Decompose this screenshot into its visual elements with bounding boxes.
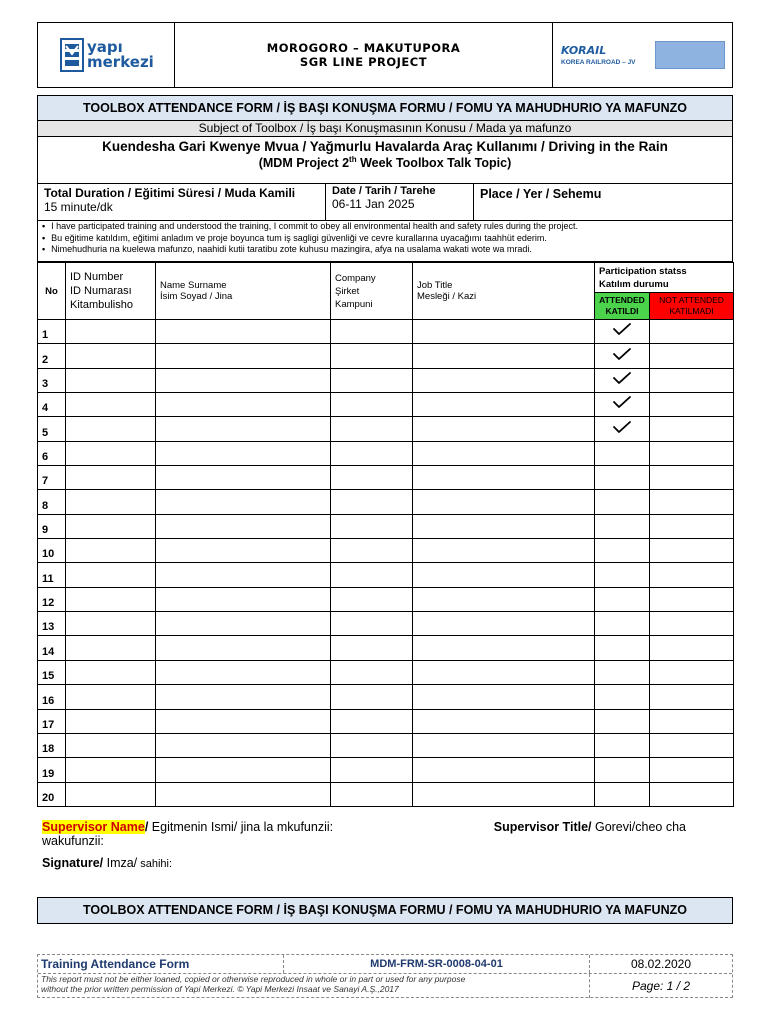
cell-job[interactable] (413, 636, 595, 660)
cell-company[interactable] (331, 563, 413, 587)
cell-name[interactable] (156, 782, 331, 806)
cell-attended[interactable] (595, 393, 650, 417)
column-header-id: ID Number ID Numarası Kitambulisho (66, 263, 156, 320)
cell-name[interactable] (156, 539, 331, 563)
cell-company[interactable] (331, 685, 413, 709)
table-row (38, 758, 734, 782)
table-row (38, 636, 734, 660)
cell-company[interactable] (331, 490, 413, 514)
cell-name[interactable] (156, 417, 331, 441)
cell-id[interactable] (66, 368, 156, 392)
cell-attended[interactable] (595, 539, 650, 563)
cell-job[interactable] (413, 660, 595, 684)
declaration-en: • I have participated training and understood the training, I commit to obey all environmental health and safety rules during the project. (42, 221, 728, 233)
cell-no: 16 (38, 685, 66, 709)
cell-no: 4 (38, 393, 66, 417)
cell-id[interactable] (66, 782, 156, 806)
cell-name[interactable] (156, 733, 331, 757)
table-row (38, 539, 734, 563)
column-header-attended: ATTENDED KATILDI (595, 293, 650, 320)
cell-no: 7 (38, 466, 66, 490)
column-header-job: Job Title Mesleği / Kazi (413, 263, 595, 320)
cell-job[interactable] (413, 368, 595, 392)
cell-attended[interactable] (595, 587, 650, 611)
supervisor-title-field[interactable]: Supervisor Title/ Gorevi/cheo cha (493, 820, 686, 834)
table-row (38, 563, 734, 587)
subject-label: Subject of Toolbox / İş başı Konuşmasının Konusu / Mada ya mafunzo (37, 121, 733, 137)
table-row (38, 660, 734, 684)
cell-job[interactable] (413, 490, 595, 514)
cell-no: 11 (38, 563, 66, 587)
cell-company[interactable] (331, 393, 413, 417)
supervisor-section (42, 820, 722, 848)
cell-job[interactable] (413, 612, 595, 636)
form-title: TOOLBOX ATTENDANCE FORM / İŞ BAŞI KONUŞMA FORMU / FOMU YA MAHUDHURIO YA MAFUNZO (37, 95, 733, 121)
cell-not-attended[interactable] (650, 539, 734, 563)
cell-name[interactable] (156, 393, 331, 417)
cell-attended[interactable] (595, 417, 650, 441)
cell-company[interactable] (331, 441, 413, 465)
korail-logo (552, 23, 732, 87)
cell-company[interactable] (331, 660, 413, 684)
cell-name[interactable] (156, 685, 331, 709)
cell-attended[interactable] (595, 563, 650, 587)
cell-id[interactable] (66, 636, 156, 660)
cell-company[interactable] (331, 466, 413, 490)
cell-not-attended[interactable] (650, 636, 734, 660)
cell-not-attended[interactable] (650, 709, 734, 733)
project-title-line2: SGR LINE PROJECT (299, 55, 428, 69)
cell-id[interactable] (66, 587, 156, 611)
column-header-participation: Participation statss Katılım durumu (595, 263, 734, 293)
cell-no: 3 (38, 368, 66, 392)
cell-attended[interactable] (595, 612, 650, 636)
cell-no: 17 (38, 709, 66, 733)
cell-id[interactable] (66, 733, 156, 757)
info-row (37, 184, 733, 221)
column-header-no: No (38, 263, 66, 320)
table-row (38, 733, 734, 757)
cell-company[interactable] (331, 709, 413, 733)
cell-no: 12 (38, 587, 66, 611)
cell-name[interactable] (156, 636, 331, 660)
cell-attended[interactable] (595, 636, 650, 660)
table-row (38, 368, 734, 392)
cell-no: 14 (38, 636, 66, 660)
checkmark-icon (612, 371, 632, 385)
table-row (38, 393, 734, 417)
cell-job[interactable] (413, 539, 595, 563)
cell-name[interactable] (156, 368, 331, 392)
cell-id[interactable] (66, 344, 156, 368)
table-row (38, 514, 734, 538)
cell-company[interactable] (331, 587, 413, 611)
topic-subtitle: (MDM Project 2th Week Toolbox Talk Topic) (258, 155, 512, 171)
cell-name[interactable] (156, 587, 331, 611)
document-header (37, 22, 733, 88)
cell-company[interactable] (331, 539, 413, 563)
cell-job[interactable] (413, 320, 595, 344)
cell-attended[interactable] (595, 368, 650, 392)
checkmark-icon (612, 420, 632, 434)
cell-attended[interactable] (595, 490, 650, 514)
cell-name[interactable] (156, 344, 331, 368)
cell-job[interactable] (413, 393, 595, 417)
cell-not-attended[interactable] (650, 368, 734, 392)
attendance-table (37, 262, 734, 807)
table-row (38, 344, 734, 368)
duration-label: Total Duration / Eğitimi Süresi / Muda Kamili (44, 186, 296, 200)
cell-not-attended[interactable] (650, 685, 734, 709)
checkmark-icon (612, 395, 632, 409)
cell-attended[interactable] (595, 441, 650, 465)
cell-company[interactable] (331, 636, 413, 660)
cell-no: 8 (38, 490, 66, 514)
cell-id[interactable] (66, 685, 156, 709)
cell-id[interactable] (66, 393, 156, 417)
cell-company[interactable] (331, 758, 413, 782)
cell-company[interactable] (331, 344, 413, 368)
footer-page: Page: 1 / 2 (631, 979, 691, 993)
cell-no: 6 (38, 441, 66, 465)
cell-job[interactable] (413, 466, 595, 490)
cell-name[interactable] (156, 758, 331, 782)
cell-not-attended[interactable] (650, 490, 734, 514)
table-row (38, 466, 734, 490)
table-row (38, 782, 734, 806)
cell-company[interactable] (331, 320, 413, 344)
duration-value: 15 minute/dk (44, 200, 113, 214)
logo-text-yapi: yapı (87, 38, 123, 56)
cell-no: 13 (38, 612, 66, 636)
declaration-sw: • Nimehudhuria na kuelewa mafunzo, naahidi kutii taratibu zote kuhusu mazingira, afya na usalama wakati wote wa mradi. (42, 244, 728, 256)
cell-not-attended[interactable] (650, 563, 734, 587)
column-header-company: Company Şirket Kampuni (331, 263, 413, 320)
cell-not-attended[interactable] (650, 514, 734, 538)
cell-no: 5 (38, 417, 66, 441)
footer-disclaimer: This report must not be either loaned, copied or otherwise reproduced in whole or in part or used for any purpose without the prior written permission of Yapi Merkezi. © Yapi Merkezi Insaat ve Sanayi A.Ş.,2017 (38, 974, 590, 998)
cell-attended[interactable] (595, 514, 650, 538)
column-header-not-attended: NOT ATTENDED KATILMADI (650, 293, 734, 320)
cell-id[interactable] (66, 441, 156, 465)
cell-name[interactable] (156, 441, 331, 465)
footer-doc-code: MDM-FRM-SR-0008-04-01 (284, 955, 590, 973)
cell-job[interactable] (413, 441, 595, 465)
korail-brand: KORAIL (561, 44, 607, 57)
cell-job[interactable] (413, 733, 595, 757)
table-row (38, 685, 734, 709)
cell-id[interactable] (66, 320, 156, 344)
cell-attended[interactable] (595, 685, 650, 709)
form-title-footer: TOOLBOX ATTENDANCE FORM / İŞ BAŞI KONUŞMA FORMU / FOMU YA MAHUDHURIO YA MAFUNZO (37, 897, 733, 924)
cell-attended[interactable] (595, 320, 650, 344)
cell-attended[interactable] (595, 733, 650, 757)
cell-job[interactable] (413, 344, 595, 368)
place-label: Place / Yer / Sehemu (480, 187, 602, 201)
cell-id[interactable] (66, 709, 156, 733)
table-row (38, 490, 734, 514)
cell-job[interactable] (413, 782, 595, 806)
date-value: 06-11 Jan 2025 (332, 197, 415, 211)
signature-field[interactable]: Signature/ Imza/ sahihi: (42, 856, 173, 870)
cell-id[interactable] (66, 466, 156, 490)
checkmark-icon (612, 347, 632, 361)
topic-title: Kuendesha Gari Kwenye Mvua / Yağmurlu Havalarda Araç Kullanımı / Driving in the Rain (102, 139, 668, 154)
cell-not-attended[interactable] (650, 733, 734, 757)
yapi-merkezi-logo (38, 23, 175, 87)
cell-company[interactable] (331, 417, 413, 441)
declaration-list (37, 221, 733, 262)
logo-text-merkezi: merkezi (87, 53, 154, 71)
cell-no: 20 (38, 782, 66, 806)
cell-attended[interactable] (595, 758, 650, 782)
cell-company[interactable] (331, 782, 413, 806)
table-row (38, 417, 734, 441)
cell-id[interactable] (66, 563, 156, 587)
cell-name[interactable] (156, 709, 331, 733)
table-row (38, 612, 734, 636)
cell-id[interactable] (66, 417, 156, 441)
cell-name[interactable] (156, 514, 331, 538)
cell-not-attended[interactable] (650, 417, 734, 441)
cell-no: 2 (38, 344, 66, 368)
cell-attended[interactable] (595, 660, 650, 684)
cell-attended[interactable] (595, 344, 650, 368)
cell-name[interactable] (156, 563, 331, 587)
cell-no: 18 (38, 733, 66, 757)
cell-not-attended[interactable] (650, 320, 734, 344)
cell-id[interactable] (66, 514, 156, 538)
cell-company[interactable] (331, 514, 413, 538)
cell-id[interactable] (66, 758, 156, 782)
cell-name[interactable] (156, 490, 331, 514)
supervisor-title-continued: wakufunzii: (42, 834, 104, 848)
declaration-tr: • Bu eğitime katıldım, eğitimi anladım ve proje boyunca tum iş sagligi güvenliği ve cevre kurallarına uyacağımı taahhüt ederim. (42, 233, 728, 245)
cell-name[interactable] (156, 612, 331, 636)
cell-company[interactable] (331, 612, 413, 636)
partner-logo-placeholder (655, 41, 725, 69)
cell-not-attended[interactable] (650, 758, 734, 782)
cell-id[interactable] (66, 539, 156, 563)
cell-id[interactable] (66, 612, 156, 636)
cell-job[interactable] (413, 514, 595, 538)
cell-not-attended[interactable] (650, 782, 734, 806)
cell-job[interactable] (413, 709, 595, 733)
cell-company[interactable] (331, 368, 413, 392)
footer-form-name: Training Attendance Form (38, 955, 284, 973)
topic-box (37, 137, 733, 184)
table-row (38, 709, 734, 733)
cell-id[interactable] (66, 660, 156, 684)
cell-no: 10 (38, 539, 66, 563)
cell-not-attended[interactable] (650, 466, 734, 490)
supervisor-name-field[interactable]: Supervisor Name/ Egitmenin Ismi/ jina la mkufunzii: (42, 820, 334, 834)
cell-no: 1 (38, 320, 66, 344)
cell-name[interactable] (156, 660, 331, 684)
cell-no: 9 (38, 514, 66, 538)
footer-date: 08.02.2020 (630, 957, 692, 971)
cell-not-attended[interactable] (650, 660, 734, 684)
cell-name[interactable] (156, 466, 331, 490)
cell-no: 19 (38, 758, 66, 782)
yapi-merkezi-logo-icon (60, 38, 84, 72)
cell-attended[interactable] (595, 709, 650, 733)
cell-not-attended[interactable] (650, 587, 734, 611)
cell-attended[interactable] (595, 782, 650, 806)
cell-not-attended[interactable] (650, 393, 734, 417)
cell-job[interactable] (413, 587, 595, 611)
cell-no: 15 (38, 660, 66, 684)
cell-attended[interactable] (595, 466, 650, 490)
supervisor-name-label: Supervisor Name (42, 820, 145, 834)
checkmark-icon (612, 322, 632, 336)
date-label: Date / Tarih / Tarehe (332, 185, 436, 197)
column-header-name: Name Surname İsim Soyad / Jina (156, 263, 331, 320)
cell-job[interactable] (413, 563, 595, 587)
cell-not-attended[interactable] (650, 612, 734, 636)
cell-name[interactable] (156, 320, 331, 344)
project-title-line1: MOROGORO – MAKUTUPORA (266, 41, 461, 55)
table-row (38, 587, 734, 611)
cell-job[interactable] (413, 685, 595, 709)
table-row (38, 441, 734, 465)
cell-company[interactable] (331, 733, 413, 757)
document-footer (37, 954, 733, 998)
cell-job[interactable] (413, 758, 595, 782)
cell-id[interactable] (66, 490, 156, 514)
cell-not-attended[interactable] (650, 441, 734, 465)
korail-sub: KOREA RAILROAD – JV (561, 59, 636, 66)
table-row (38, 320, 734, 344)
cell-not-attended[interactable] (650, 344, 734, 368)
cell-job[interactable] (413, 417, 595, 441)
